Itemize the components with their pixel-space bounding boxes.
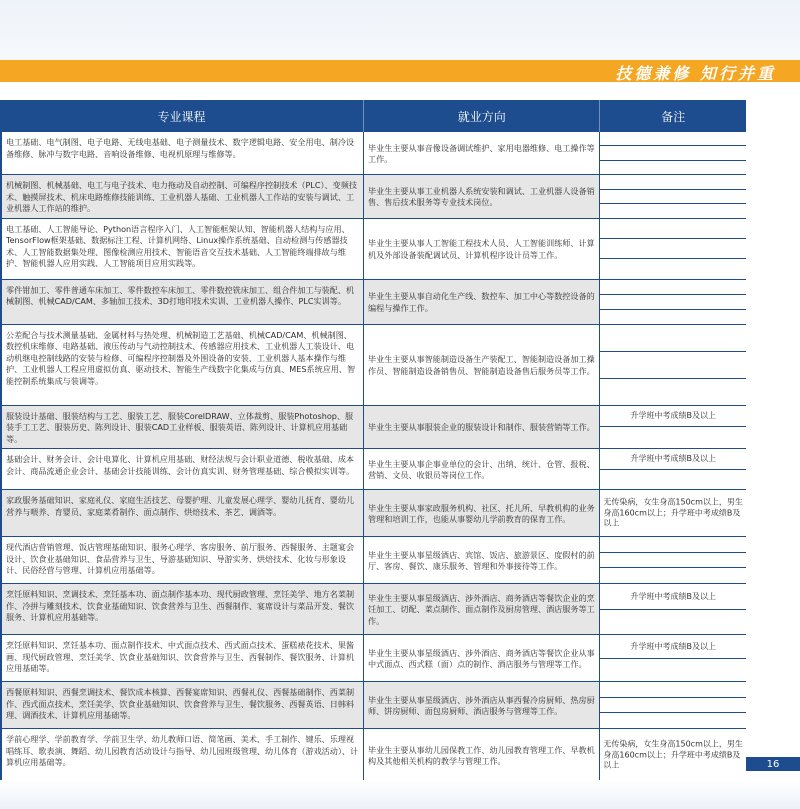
note-cell-line bbox=[600, 175, 746, 190]
course-cell: 服装设计基础、服装结构与工艺、服装工艺、服装CorelDRAW、立体裁剪、服装Photoshop、服装手工工艺、服装历史、陈列设计、服装CAD工业样板、服装英语、陈列设计、计算机应用基础等。 bbox=[0, 406, 364, 449]
header-note: 备注 bbox=[661, 109, 686, 124]
course-cell: 公差配合与技术测量基础、金属材料与热处理、机械制造工艺基础、机械CAD/CAM、机械制图、数控机床维修、电路基础、液压传动与气动控制技术、传感器应用技术、工业机器人工装设计、电动机继电控制线路的安装与检修、可编程序控制器及外围设备的安装、工业机器人基本操作与维护、工业机器人工程应用虚拟仿真、驱动技术、智能生产线数字化集成与仿真、MES系统应用、智能控制系统集成与装调等。 bbox=[0, 325, 364, 405]
note-cell-lines bbox=[600, 280, 746, 324]
note-cell-line bbox=[600, 239, 746, 259]
header-banner bbox=[0, 60, 800, 82]
career-text: 毕业生主要从事家政服务机构、社区、托儿所、早教机构的业务管理和培训工作，也能从事婴幼儿学前教育的保育工作。 bbox=[368, 502, 595, 524]
note-cell bbox=[600, 682, 746, 728]
career-text: 毕业生主要从事星级酒店、宾馆、饭店、旅游景区、度假村的前厅、客房、餐饮、康乐服务、管理和外事接待等工作。 bbox=[368, 549, 595, 571]
career-text: 毕业生主要从事智能制造设备生产装配工、智能制造设备加工操作员、智能制造设备销售员、智能制造设备售后服务员等工作。 bbox=[368, 354, 595, 376]
table-row bbox=[0, 682, 746, 729]
career-cell bbox=[364, 729, 600, 781]
note-text: 升学班中考成绩B及以上 bbox=[630, 410, 716, 420]
course-cell: 基础会计、财务会计、会计电算化、计算机应用基础、财经法规与会计职业道德、税收基础、成本会计、商品流通企业会计、基础会计技能训练、会计仿真实训、财务管理基础、综合模拟实训等。 bbox=[0, 449, 364, 489]
note-cell-line bbox=[600, 146, 746, 160]
table-row bbox=[0, 537, 746, 584]
note-cell-line bbox=[600, 295, 746, 310]
row-left-border bbox=[0, 325, 2, 405]
note-cell bbox=[600, 175, 746, 218]
course-cell: 现代酒店营销管理、饭店管理基础知识、服务心理学、客房服务、前厅服务、西餐服务、主题宴会设计、饮食业基础知识、食品营养与卫生、导游基础知识、导游实务、烘焙技术、化妆与形象设计、民俗经营与管理、计算机应用基础等。 bbox=[0, 537, 364, 583]
note-cell bbox=[600, 280, 746, 324]
note-cell bbox=[600, 132, 746, 174]
note-cell-line bbox=[600, 132, 746, 146]
note-cell bbox=[600, 584, 746, 634]
table-row bbox=[0, 490, 746, 537]
table-row bbox=[0, 325, 746, 406]
note-cell-line bbox=[600, 190, 746, 205]
course-cell: 烹饪原料知识、烹调技术、烹饪基本功、面点制作基本功、现代厨政管理、烹饪美学、地方名菜制作、冷拼与雕刻技术、饮食业基础知识、饮食营养与卫生、西餐制作、宴席设计与菜品开发、餐饮服务、计算机应用基础等。 bbox=[0, 584, 364, 634]
row-left-border bbox=[0, 635, 2, 681]
career-text: 毕业生主要从事音像设备调试维护、家用电器维修、电工操作等工作。 bbox=[368, 142, 595, 164]
career-text: 毕业生主要从事人工智能工程技术人员、人工智能训练师、计算机及外部设备装配调试员、计算机程序设计员等工作。 bbox=[368, 238, 595, 260]
career-text: 毕业生主要从事企事业单位的会计、出纳、统计、仓管、报税、营销、文员、收银员等岗位工作。 bbox=[368, 458, 595, 480]
note-cell-line bbox=[600, 204, 746, 218]
note-text: 无传染病，女生身高150cm以上，男生身高160cm以上；升学班中考成绩B及以上 bbox=[603, 497, 743, 528]
career-text: 毕业生主要从事星级酒店、涉外酒店、商务酒店等餐饮企业的烹饪加工、切配、菜点制作、面点制作及厨房管理、酒店服务等工作。 bbox=[368, 592, 595, 626]
row-left-border bbox=[0, 406, 2, 449]
career-text: 毕业生主要从事星级酒店、涉外酒店从事西餐冷房厨师、热房厨师、饼房厨师、面包房厨师、酒店服务与管理等工作。 bbox=[368, 694, 595, 716]
course-cell: 机械制图、机械基础、电工与电子技术、电力拖动及自动控制、可编程序控制技术（PLC）、变频技术、触摸屏技术、机床电路维修技能训练、工业机器人基础、工业机器人工作站的安装与调试、工业机器人工作站的维护。 bbox=[0, 175, 364, 218]
career-cell bbox=[364, 132, 600, 174]
row-left-border bbox=[0, 132, 2, 174]
row-left-border bbox=[0, 729, 2, 781]
note-cell-line bbox=[600, 379, 746, 405]
note-cell-line bbox=[600, 352, 746, 379]
course-cell: 学前心理学、学前教育学、学前卫生学、幼儿教师口语、简笔画、美术、手工制作、键乐、乐理视唱练耳、歌表演、舞蹈、幼儿园教育活动设计与指导、幼儿园班级管理、幼儿体育（游戏活动）、计算机应用基础等。 bbox=[0, 729, 364, 781]
note-cell-line bbox=[600, 161, 746, 174]
table-row bbox=[0, 635, 746, 682]
note-cell bbox=[600, 325, 746, 405]
note-cell-line bbox=[600, 259, 746, 278]
row-left-border bbox=[0, 219, 2, 279]
course-cell: 零件钳加工、零件普通车床加工、零件数控车床加工、零件数控铣床加工、组合件加工与装配、机械制图、机械CAD/CAM、多轴加工技术、3D打地印技术实训、工业机器人操作、PLC实训等。 bbox=[0, 280, 364, 324]
note-cell bbox=[600, 490, 746, 536]
career-text: 毕业生主要从事幼儿园保教工作、幼儿园教育管理工作、早教机构及其他相关机构的教学与管理工作。 bbox=[368, 744, 595, 766]
row-left-border bbox=[0, 537, 2, 583]
career-cell bbox=[364, 682, 600, 728]
note-cell-line bbox=[600, 470, 746, 490]
note-cell-line bbox=[600, 568, 746, 583]
table-header bbox=[0, 100, 746, 132]
career-cell bbox=[364, 490, 600, 536]
course-cell: 电工基础、电气制图、电子电路、无线电基础、电子测量技术、数字逻辑电路、安全用电、制冷设备维修、脉冲与数字电路、音响设备维修、电视机原理与维修等。 bbox=[0, 132, 364, 174]
note-text: 升学班中考成绩B及以上 bbox=[630, 641, 716, 651]
row-left-border bbox=[0, 175, 2, 218]
note-cell-line bbox=[600, 325, 746, 352]
note-cell-line bbox=[600, 219, 746, 239]
note-cell-lines bbox=[600, 682, 746, 728]
note-cell-lines bbox=[600, 537, 746, 583]
career-cell bbox=[364, 219, 600, 279]
row-left-border bbox=[0, 449, 2, 489]
table-body bbox=[0, 132, 746, 782]
note-cell-line bbox=[600, 698, 746, 714]
footer-background bbox=[0, 780, 800, 809]
course-table bbox=[0, 100, 746, 782]
note-cell-line bbox=[600, 310, 746, 324]
table-row bbox=[0, 132, 746, 175]
table-row bbox=[0, 729, 746, 782]
school-motto: 技德兼修 知行并重 bbox=[615, 64, 776, 83]
header-career: 就业方向 bbox=[364, 100, 600, 132]
course-cell: 电工基础、人工智能导论、Python语言程序入门、人工智能框架认知、智能机器人结构与应用、TensorFlow框架基础、数据标注工程、计算机网络、Linux操作系统基础、自动检测与传感器技术、人工智能数据集处理、图像检测应用技术、智能语音交互技术基础、人工智能终端排故与维护、智能机器人应用实践、人工智能项目应用实践等。 bbox=[0, 219, 364, 279]
note-cell-lines bbox=[600, 325, 746, 405]
note-cell-line bbox=[600, 610, 746, 635]
note-cell-line bbox=[600, 280, 746, 295]
note-cell-line bbox=[600, 682, 746, 698]
note-text: 升学班中考成绩B及以上 bbox=[630, 591, 716, 601]
note-cell-line bbox=[600, 553, 746, 569]
note-cell-line bbox=[600, 659, 746, 682]
table-row bbox=[0, 584, 746, 635]
note-cell bbox=[600, 635, 746, 681]
note-cell-line bbox=[600, 713, 746, 728]
career-cell bbox=[364, 584, 600, 634]
table-row bbox=[0, 175, 746, 219]
table-row bbox=[0, 280, 746, 325]
row-left-border bbox=[0, 490, 2, 536]
row-left-border bbox=[0, 584, 2, 634]
note-cell-lines bbox=[600, 132, 746, 174]
note-cell bbox=[600, 219, 746, 279]
career-text: 毕业生主要从事自动化生产线、数控车、加工中心等数控设备的编程与操作工作。 bbox=[368, 291, 595, 313]
row-left-border bbox=[0, 682, 2, 728]
table-row bbox=[0, 449, 746, 490]
header-course: 专业课程 bbox=[0, 100, 364, 132]
career-cell bbox=[364, 449, 600, 489]
note-cell bbox=[600, 729, 746, 781]
note-cell bbox=[600, 537, 746, 583]
note-cell-lines bbox=[600, 219, 746, 279]
course-cell: 西餐原料知识、西餐烹调技术、餐饮成本核算、西餐宴席知识、西餐礼仪、西餐基础制作、西菜制作、西式面点技术、烹饪美学、饮食业基础知识、饮食营养与卫生、餐饮服务、西餐英语、日韩料理、调酒技术、计算机应用基础等。 bbox=[0, 682, 364, 728]
career-cell bbox=[364, 280, 600, 324]
career-cell bbox=[364, 325, 600, 405]
note-cell bbox=[600, 449, 746, 489]
career-cell bbox=[364, 635, 600, 681]
note-cell-line bbox=[600, 537, 746, 553]
note-cell bbox=[600, 406, 746, 449]
career-text: 毕业生主要从事星级酒店、涉外酒店、商务酒店等餐饮企业从事中式面点、西式糕（面）点的制作、酒店服务与管理等工作。 bbox=[368, 647, 595, 669]
note-cell-line bbox=[600, 427, 746, 448]
table-row bbox=[0, 406, 746, 450]
table-row bbox=[0, 219, 746, 280]
note-text: 无传染病，女生身高150cm以上，男生身高160cm以上；升学班中考成绩B及以上 bbox=[603, 739, 743, 770]
note-cell-lines bbox=[600, 175, 746, 218]
row-left-border bbox=[0, 280, 2, 324]
page-number: 16 bbox=[746, 757, 800, 771]
note-text: 升学班中考成绩B及以上 bbox=[630, 453, 716, 463]
career-text: 毕业生主要从事服装企业的服装设计和制作、服装营销等工作。 bbox=[368, 422, 595, 432]
career-cell bbox=[364, 175, 600, 218]
career-text: 毕业生主要从事工业机器人系统安装和调试、工业机器人设备销售、售后技术服务等专业技术岗位。 bbox=[368, 185, 595, 208]
career-cell bbox=[364, 537, 600, 583]
course-cell: 家政服务基础知识、家庭礼仪、家庭生活技艺、母婴护理、儿童发展心理学、婴幼儿抚育、婴幼儿营养与喂养、育婴员、家庭菜肴制作、面点制作、烘焙技术、茶艺、调酒等。 bbox=[0, 490, 364, 536]
course-cell: 烹饪原料知识、烹饪基本功、面点制作技术、中式面点技术、西式面点技术、蛋糕裱花技术、果酱画、现代厨政管理、烹饪美学、饮食业基础知识、饮食营养与卫生、西餐制作、餐饮服务、计算机应用基础等。 bbox=[0, 635, 364, 681]
career-cell bbox=[364, 406, 600, 449]
header-background bbox=[0, 0, 800, 60]
